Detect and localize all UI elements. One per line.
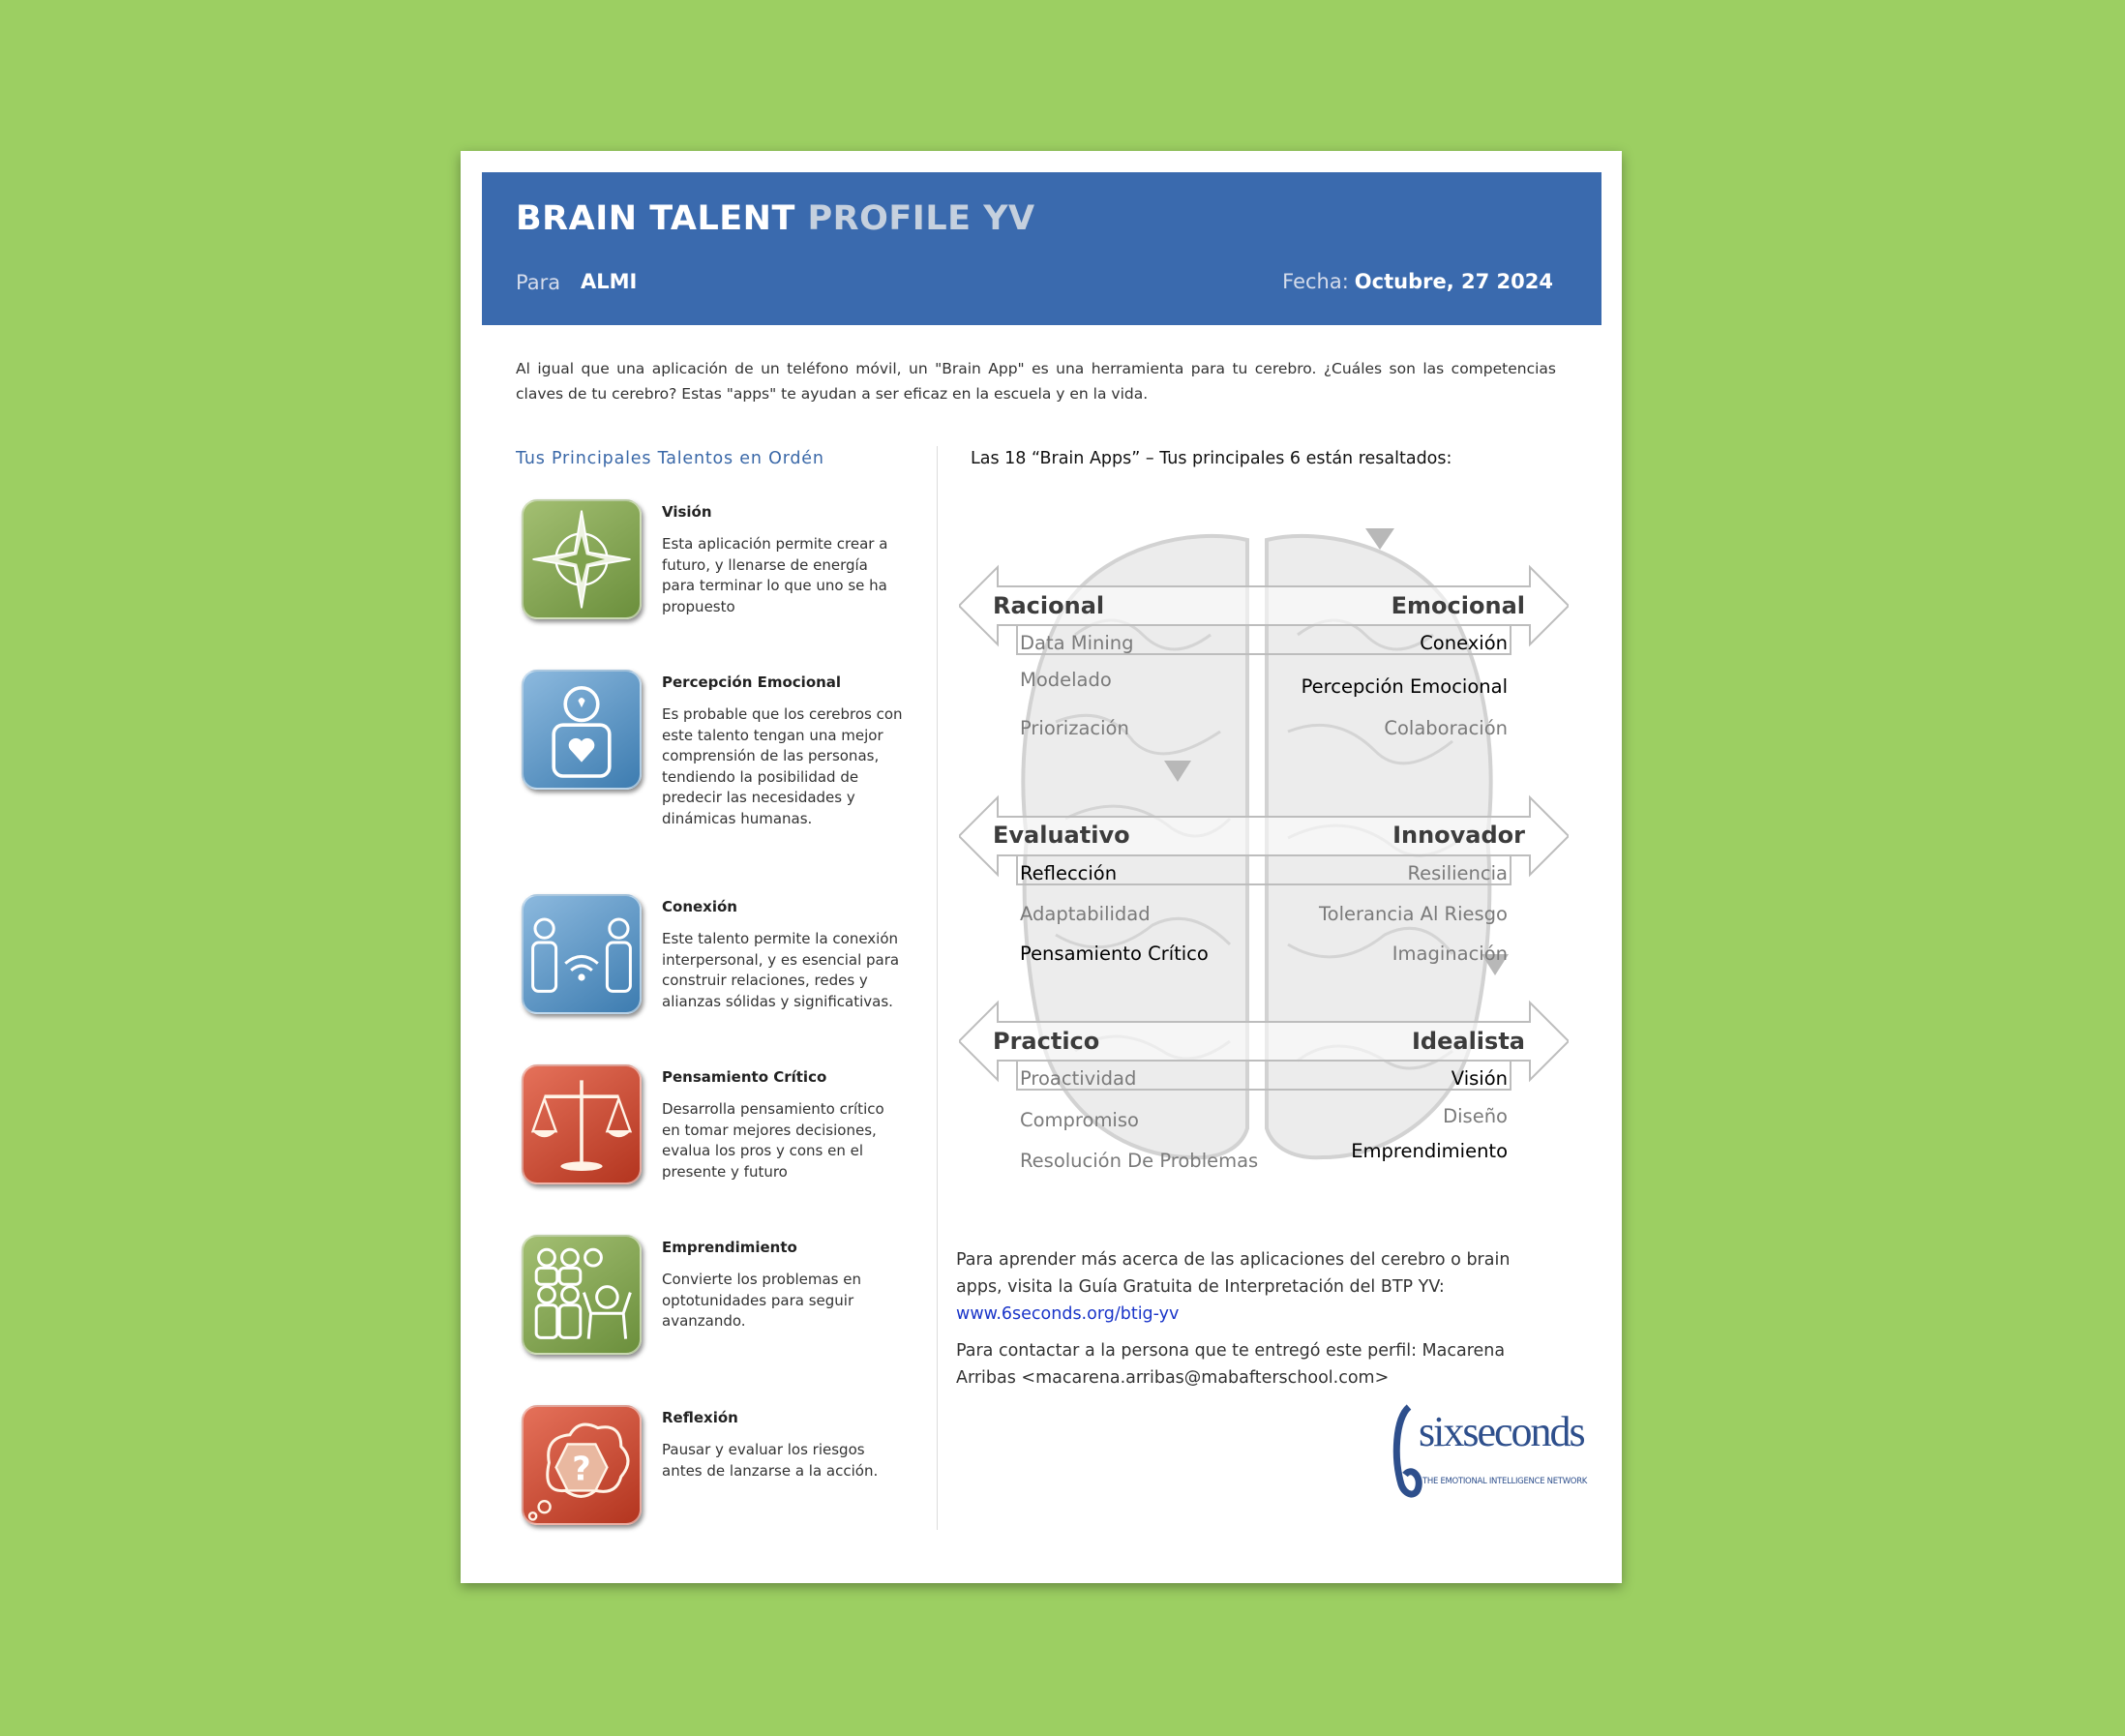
- app-compromiso: Compromiso: [1020, 1109, 1139, 1131]
- date-label: Fecha:: [1282, 270, 1349, 293]
- guide-link[interactable]: www.6seconds.org/btig-yv: [956, 1304, 1180, 1324]
- category-emocional: Emocional: [1391, 592, 1525, 619]
- profile-page: [461, 151, 1622, 1583]
- svg-text:?: ?: [572, 1450, 591, 1488]
- thought-question-icon: [522, 1405, 642, 1525]
- category-idealista: Idealista: [1412, 1028, 1525, 1055]
- app-reflexion: Reflección: [1020, 862, 1118, 884]
- recipient-name: ALMI: [581, 270, 638, 293]
- header-banner: [482, 172, 1601, 325]
- talent-name: Reflexión: [662, 1409, 738, 1426]
- balance-scale-icon: [522, 1064, 642, 1184]
- contact-info: Para contactar a la persona que te entregó este perfil: Macarena Arribas <macarena.arribas@mabafterschool.com>: [956, 1341, 1506, 1388]
- app-emprendimiento: Emprendimiento: [1351, 1140, 1508, 1162]
- compass-star-icon: [522, 499, 642, 619]
- brain-apps-diagram: [959, 528, 1569, 1206]
- app-diseno: Diseño: [1443, 1105, 1508, 1127]
- date: [1282, 270, 1553, 293]
- category-innovador: Innovador: [1392, 822, 1525, 849]
- app-tolerancia-al-riesgo: Tolerancia Al Riesgo: [1319, 903, 1508, 925]
- talent-name: Emprendimiento: [662, 1239, 797, 1256]
- category-racional: Racional: [993, 592, 1105, 619]
- app-percepcion-emocional: Percepción Emocional: [1301, 675, 1508, 698]
- more-info: [956, 1246, 1556, 1328]
- category-evaluativo: Evaluativo: [993, 822, 1130, 849]
- column-divider: [937, 446, 938, 1530]
- talent-description: Este talento permite la conexión interpersonal, y es esencial para construir relaciones, redes y alianzas sólidas y significativas.: [662, 930, 900, 1010]
- talent-description: Pausar y evaluar los riesgos antes de lanzarse a la acción.: [662, 1441, 879, 1480]
- app-proactividad: Proactividad: [1020, 1067, 1137, 1090]
- date-value: Octubre, 27 2024: [1354, 270, 1553, 293]
- logo-tagline: THE EMOTIONAL INTELLIGENCE NETWORK: [1422, 1477, 1588, 1486]
- app-resiliencia: Resiliencia: [1407, 862, 1508, 884]
- logo-wordmark: sixseconds: [1419, 1408, 1584, 1455]
- talent-name: Visión: [662, 503, 712, 521]
- intro-text: Al igual que una aplicación de un teléfono móvil, un "Brain App" es una herramienta para tu cerebro. ¿Cuáles son las competencias claves de tu cerebro? Estas "apps" te ayudan a ser eficaz en la escuela y en la vida.: [516, 360, 1556, 403]
- talent-description: Esta aplicación permite crear a futuro, y llenarse de energía para terminar lo que uno se ha propuesto: [662, 535, 888, 615]
- category-practico: Practico: [993, 1028, 1100, 1055]
- para-label: Para: [516, 271, 561, 294]
- talent-name: Percepción Emocional: [662, 673, 842, 691]
- talent-description: Es probable que los cerebros con este talento tengan una mejor comprensión de las personas, tendiendo la posibilidad de predecir las necesidades y dinámicas humanas.: [662, 705, 903, 827]
- connection-wifi-icon: [522, 894, 642, 1014]
- app-conexion: Conexión: [1420, 632, 1508, 654]
- talent-name: Conexión: [662, 898, 737, 915]
- group-people-icon: [522, 1235, 642, 1355]
- talents-heading: Tus Principales Talentos en Ordén: [516, 449, 824, 468]
- talent-name: Pensamiento Crítico: [662, 1068, 827, 1086]
- talent-description: Convierte los problemas en optotunidades para seguir avanzando.: [662, 1271, 861, 1330]
- app-imaginacion: Imaginación: [1392, 943, 1508, 965]
- app-adaptabilidad: Adaptabilidad: [1020, 903, 1151, 925]
- page-title: BRAIN TALENT PROFILE YV: [516, 199, 1035, 238]
- app-priorizacion: Priorización: [1020, 717, 1129, 739]
- app-pensamiento-critico: Pensamiento Crítico: [1020, 943, 1209, 965]
- app-modelado: Modelado: [1020, 669, 1112, 691]
- sixseconds-logo: [1392, 1399, 1588, 1515]
- person-heart-icon: [522, 670, 642, 790]
- brain-apps-heading: Las 18 “Brain Apps” – Tus principales 6 están resaltados:: [971, 449, 1452, 468]
- app-resolucion-de-problemas: Resolución De Problemas: [1020, 1150, 1259, 1172]
- talent-description: Desarrolla pensamiento crítico en tomar mejores decisiones, evalua los pros y cons en el presente y futuro: [662, 1100, 884, 1181]
- app-colaboracion: Colaboración: [1384, 717, 1508, 739]
- more-info-text: Para aprender más acerca de las aplicaciones del cerebro o brain apps, visita la Guía Gratuita de Interpretación del BTP YV:: [956, 1250, 1511, 1297]
- app-data-mining: Data Mining: [1020, 632, 1134, 654]
- app-vision: Visión: [1451, 1067, 1508, 1090]
